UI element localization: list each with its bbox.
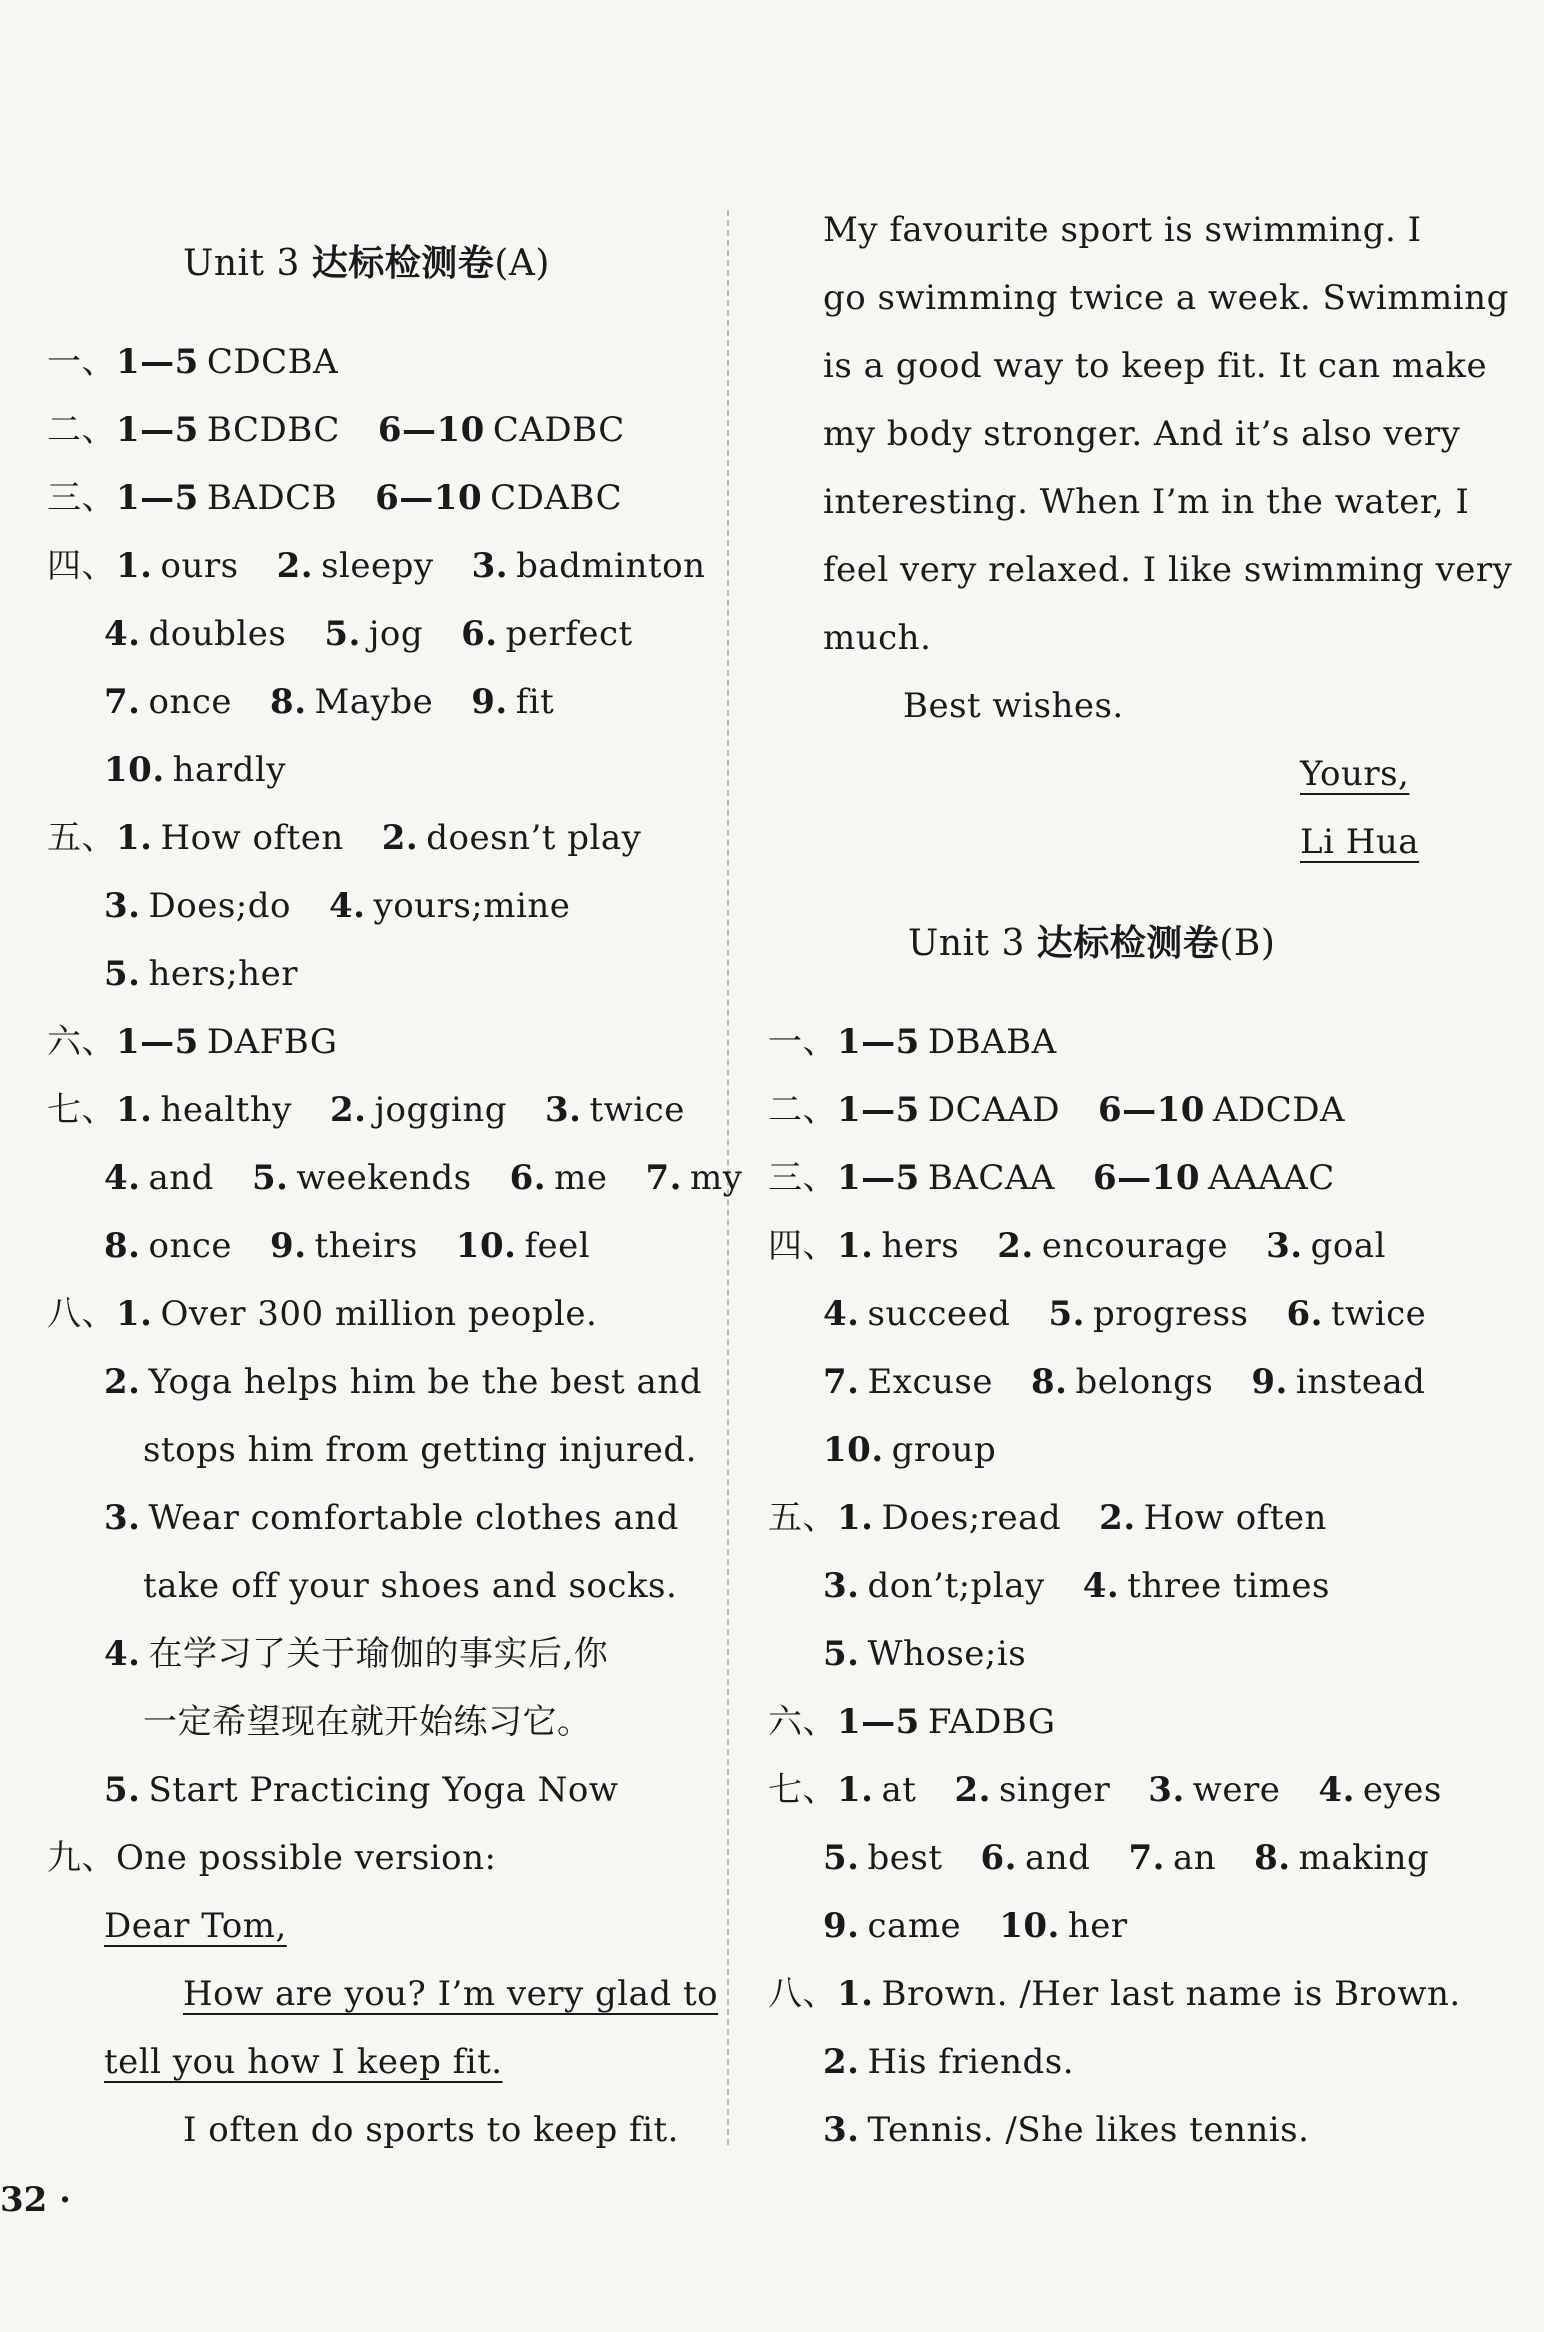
b-section-4-row-2: 4. succeed 5. progress 6. twice — [823, 1294, 1427, 1334]
letter-closing: Best wishes. — [903, 686, 1124, 726]
b-section-2-answers: 二、1—5 DCAAD 6—10 ADCDA — [768, 1090, 1346, 1130]
b-section-5-row-2: 3. don’t;play 4. three times — [823, 1566, 1330, 1606]
b-section-4-row-3: 7. Excuse 8. belongs 9. instead — [823, 1362, 1426, 1402]
section-8-q1: 八、1. Over 300 million people. — [47, 1294, 598, 1334]
b-section-7-row-2: 5. best 6. and 7. an 8. making — [823, 1838, 1430, 1878]
letter-body-line: interesting. When I’m in the water, I — [823, 482, 1470, 522]
letter-salutation: Dear Tom, — [104, 1906, 287, 1946]
letter-body-line: My favourite sport is swimming. I — [823, 210, 1422, 250]
section-5-row-3: 5. hers;her — [104, 954, 298, 994]
b-section-5-row-1: 五、1. Does;read 2. How often — [768, 1498, 1327, 1538]
section-8-q3-line-1: 3. Wear comfortable clothes and — [104, 1498, 679, 1538]
section-8-q2-line-2: stops him from getting injured. — [143, 1430, 697, 1470]
b-section-6-answers: 六、1—5 FADBG — [768, 1702, 1056, 1742]
b-section-4-row-1: 四、1. hers 2. encourage 3. goal — [768, 1226, 1386, 1266]
page-number: 32 · — [0, 2180, 71, 2220]
unit-3-test-b-title: Unit 3 达标检测卷(B) — [908, 922, 1276, 964]
section-5-row-2: 3. Does;do 4. yours;mine — [104, 886, 571, 926]
letter-line-2: tell you how I keep fit. — [104, 2042, 503, 2082]
section-4-row-2: 4. doubles 5. jog 6. perfect — [104, 614, 633, 654]
b-section-8-q1: 八、1. Brown. /Her last name is Brown. — [768, 1974, 1461, 2014]
b-section-7-row-1: 七、1. at 2. singer 3. were 4. eyes — [768, 1770, 1442, 1810]
b-section-8-q3: 3. Tennis. /She likes tennis. — [823, 2110, 1310, 2150]
section-7-row-3: 8. once 9. theirs 10. feel — [104, 1226, 591, 1266]
section-1-answers: 一、1—5 CDCBA — [47, 342, 339, 382]
b-section-5-row-3: 5. Whose;is — [823, 1634, 1027, 1674]
section-5-row-1: 五、1. How often 2. doesn’t play — [47, 818, 642, 858]
b-section-1-answers: 一、1—5 DBABA — [768, 1022, 1057, 1062]
b-section-3-answers: 三、1—5 BACAA 6—10 AAAAC — [768, 1158, 1335, 1198]
section-9-intro: 九、One possible version: — [47, 1838, 497, 1878]
section-4-row-3: 7. once 8. Maybe 9. fit — [104, 682, 555, 722]
unit-3-test-a-title: Unit 3 达标检测卷(A) — [183, 242, 550, 284]
letter-body-line: go swimming twice a week. Swimming — [823, 278, 1509, 318]
section-8-q2-line-1: 2. Yoga helps him be the best and — [104, 1362, 702, 1402]
section-2-answers: 二、1—5 BCDBC 6—10 CADBC — [47, 410, 625, 450]
letter-signature: Li Hua — [1300, 822, 1420, 862]
letter-body-line: my body stronger. And it’s also very — [823, 414, 1461, 454]
letter-line-3: I often do sports to keep fit. — [183, 2110, 679, 2150]
b-section-4-row-4: 10. group — [823, 1430, 997, 1470]
section-6-answers: 六、1—5 DAFBG — [47, 1022, 338, 1062]
b-section-8-q2: 2. His friends. — [823, 2042, 1075, 2082]
letter-line-1: How are you? I’m very glad to — [183, 1974, 719, 2014]
section-4-row-1: 四、1. ours 2. sleepy 3. badminton — [47, 546, 706, 586]
section-7-row-2: 4. and 5. weekends 6. me 7. my — [104, 1158, 743, 1198]
section-8-q4-line-1: 4. 在学习了关于瑜伽的事实后,你 — [104, 1634, 609, 1674]
letter-body-line: feel very relaxed. I like swimming very — [823, 550, 1513, 590]
letter-body-line: much. — [823, 618, 932, 658]
section-4-row-4: 10. hardly — [104, 750, 286, 790]
section-3-answers: 三、1—5 BADCB 6—10 CDABC — [47, 478, 623, 518]
b-section-7-row-3: 9. came 10. her — [823, 1906, 1128, 1946]
section-8-q4-line-2: 一定希望现在就开始练习它。 — [143, 1702, 592, 1742]
section-8-q3-line-2: take off your shoes and socks. — [143, 1566, 678, 1606]
section-7-row-1: 七、1. healthy 2. jogging 3. twice — [47, 1090, 685, 1130]
letter-body-line: is a good way to keep fit. It can make — [823, 346, 1488, 386]
letter-yours: Yours, — [1300, 754, 1410, 794]
section-8-q5: 5. Start Practicing Yoga Now — [104, 1770, 619, 1810]
